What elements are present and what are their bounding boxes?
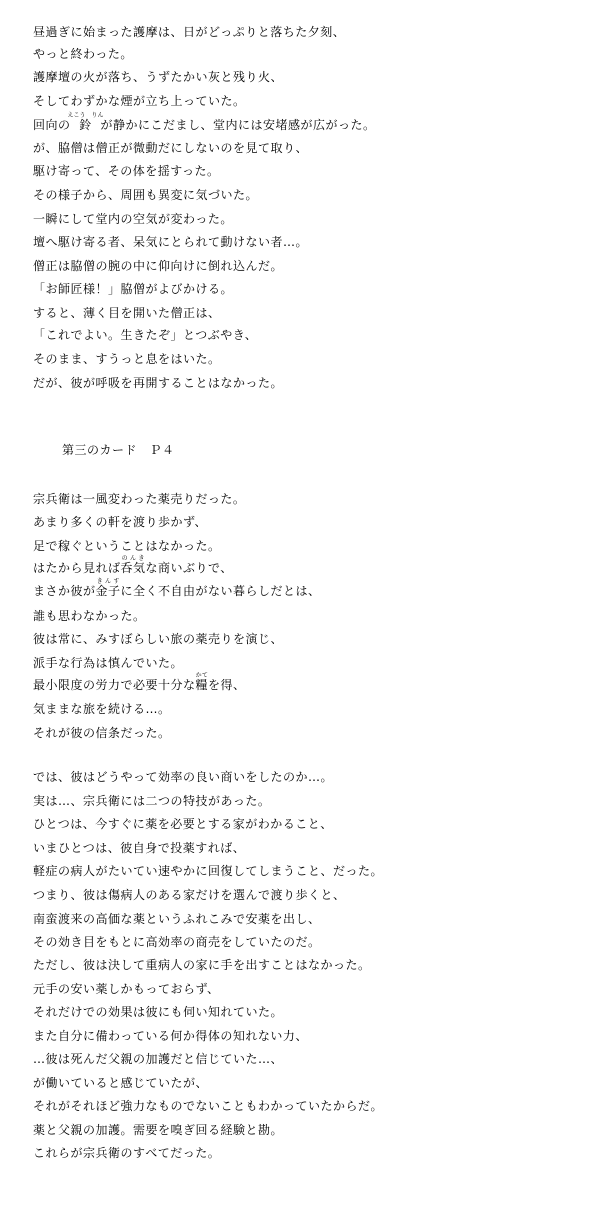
text-line: その様子から、周囲も異変に気づいた。 [33, 188, 259, 202]
text-line: 僧正は脇僧の腕の中に仰向けに倒れ込んだ。 [33, 259, 284, 273]
text-fragment: な商いぶりで、 [145, 561, 233, 575]
ruby-base: 金子 [95, 584, 121, 598]
ruby-text [67, 112, 104, 132]
text-line: 「これでよい。生きたぞ」とつぶやき、 [33, 328, 258, 342]
text-line: が働いていると感じていたが、 [33, 1076, 209, 1090]
text-line: 昼過ぎに始まった護摩は、日がどっぷりと落ちた夕刻、 [33, 25, 346, 39]
text-fragment: 最小限度の労力で必要十分な [33, 678, 196, 692]
text-line: 派手な行為は慎んでいた。 [33, 656, 184, 670]
text-line-with-ruby [33, 578, 321, 598]
text-fragment: に全く不自由がない暮らしだとは、 [120, 584, 321, 598]
text-line: 軽症の病人がたいてい速やかに回復してしまうこと、だった。 [33, 864, 384, 878]
text-line: 元手の安い薬しかもっておらず、 [33, 982, 220, 996]
text-line: では、彼はどうやって効率の良い商いをしたのか…。 [33, 770, 334, 784]
text-line: そのまま、すうっと息をはいた。 [33, 352, 221, 366]
text-line-with-ruby [33, 555, 233, 575]
text-line: 壇へ駆け寄る者、呆気にとられて動けない者…。 [33, 235, 309, 249]
text-line: それが彼の信条だった。 [33, 726, 171, 740]
text-line: あまり多くの軒を渡り歩かず、 [33, 515, 208, 529]
text-line: 誰も思わなかった。 [33, 609, 146, 623]
text-fragment: はたから見れば [33, 561, 121, 575]
text-line: また自分に備わっている何か得体の知れない力、 [33, 1029, 308, 1043]
text-line: 気ままな旅を続ける…。 [33, 702, 171, 716]
ruby-text [195, 672, 209, 692]
text-line: ひとつは、今すぐに薬を必要とする家がわかること、 [33, 817, 333, 831]
text-line: 彼は常に、みすぼらしい旅の薬売りを演じ、 [33, 632, 284, 646]
text-line: つまり、彼は傷病人のある家だけを選んで渡り歩くと、 [33, 888, 346, 902]
ruby-reading: かて [195, 672, 209, 679]
text-line: 薬と父親の加護。需要を嗅ぎ回る経験と勘。 [33, 1123, 284, 1137]
ruby-base: 糧 [195, 678, 209, 692]
text-line: そしてわずかな煙が立ち上っていた。 [33, 94, 246, 108]
text-line: 南蛮渡来の高価な薬というふれこみで安薬を出し、 [33, 912, 321, 926]
ruby-text [120, 555, 146, 575]
text-line: 足で稼ぐということはなかった。 [33, 539, 221, 553]
text-line: すると、薄く目を開いた僧正は、 [33, 306, 221, 320]
ruby-base: 鈴 [67, 118, 104, 132]
text-line: それだけでの効果は彼にも伺い知れていた。 [33, 1005, 284, 1019]
text-line: いまひとつは、彼自身で投薬すれば、 [33, 841, 246, 855]
text-line: だが、彼が呼吸を再開することはなかった。 [33, 376, 284, 390]
text-line: それがそれほど強力なものでないこともわかっていたからだ。 [33, 1099, 384, 1113]
text-line: その効き目をもとに高効率の商売をしていたのだ。 [33, 935, 321, 949]
ruby-reading: きんす [95, 578, 121, 585]
text-line-with-ruby [33, 112, 376, 132]
text-fragment: を得、 [208, 678, 246, 692]
ruby-reading: のんき [120, 555, 146, 562]
text-fragment: 回向の [33, 118, 71, 132]
text-line: 「お師匠様！」脇僧がよびかける。 [33, 282, 234, 296]
text-fragment: が静かにこだまし、堂内には安堵感が広がった。 [100, 118, 376, 132]
ruby-base: 呑気 [120, 561, 146, 575]
text-line: ただし、彼は決して重病人の家に手を出すことはなかった。 [33, 958, 371, 972]
text-line: やっと終わった。 [33, 47, 133, 61]
text-line: 実は…、宗兵衛には二つの特技があった。 [33, 794, 271, 808]
ruby-reading: えこう りん [67, 112, 104, 119]
text-line: 駆け寄って、その体を揺すった。 [33, 164, 220, 178]
text-line: が、脇僧は僧正が微動だにしないのを見て取り、 [33, 141, 309, 155]
text-line: 護摩壇の火が落ち、うずたかい灰と残り火、 [33, 70, 284, 84]
text-fragment: まさか彼が [33, 584, 96, 598]
section-heading: 第三のカード Ｐ４ [62, 443, 175, 457]
ruby-text [95, 578, 121, 598]
text-line: 一瞬にして堂内の空気が変わった。 [33, 212, 233, 226]
text-line-with-ruby [33, 672, 246, 692]
text-line: これらが宗兵衛のすべてだった。 [33, 1146, 221, 1160]
text-line: …彼は死んだ父親の加護だと信じていた…、 [33, 1052, 284, 1066]
text-line: 宗兵衛は一風変わった薬売りだった。 [33, 492, 246, 506]
